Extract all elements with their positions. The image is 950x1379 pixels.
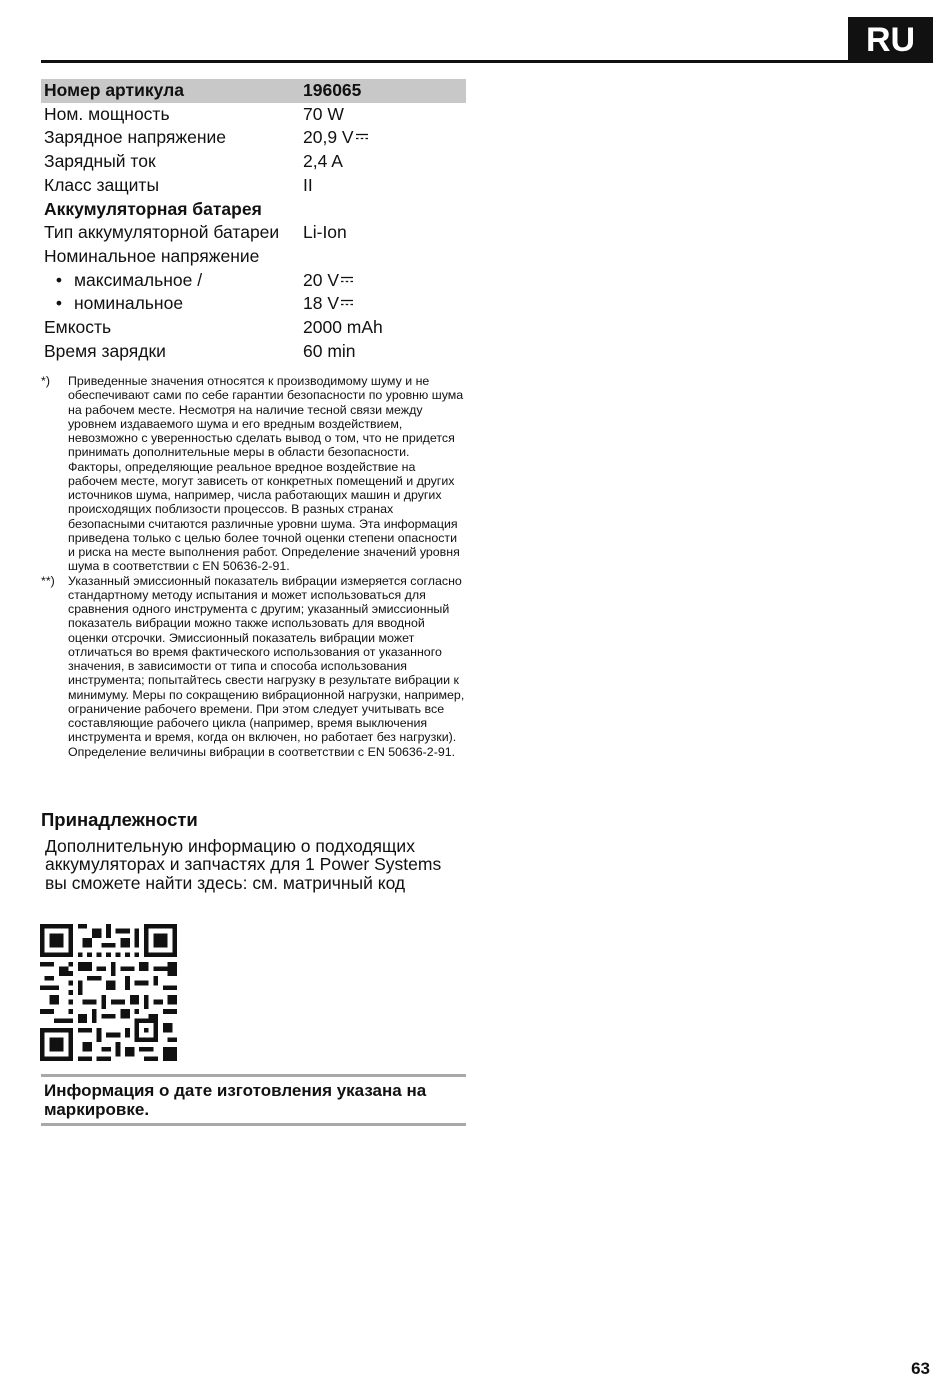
spec-row (41, 245, 466, 269)
battery-section-row (41, 198, 466, 222)
spec-label: Класс защиты (44, 174, 160, 195)
spec-value-cell (300, 269, 466, 293)
spec-row (41, 316, 466, 340)
spec-value: 18 V (303, 293, 339, 314)
spec-value-cell (300, 292, 466, 316)
bullet-icon: • (55, 269, 63, 290)
spec-label: Зарядный ток (44, 151, 156, 172)
spec-row (41, 103, 466, 127)
spec-row (41, 340, 466, 364)
top-rule (41, 60, 888, 63)
spec-value: 20 V (303, 269, 339, 290)
spec-value: II (303, 174, 313, 195)
footnote-text: Указанный эмиссионный показатель вибрации измеряется согласно стандартному методу испытания и может использоваться для сравнения одного инструмента с другим; указанный эмиссионный показатель вибрации можно также использовать для вводной оценки отсрочки. Эмиссионный показатель вибрации может отличаться во время фактического использования от указанного значения, в зависимости от типа и способа использования инструмента; попытайтесь свести нагрузку в результате вибрации к минимуму. Меры по сокращению вибрационной нагрузки, например, ограничение рабочего времени. При этом следует учитывать все составляющие рабочего цикла (например, время выключения инструмента и время, когда он включен, но работает без нагрузки). Определение величины вибрации в соответствии с EN 50636-2-91. (68, 573, 465, 759)
bullet-icon: • (55, 293, 63, 314)
spec-row (41, 292, 466, 316)
footnote-vibration (41, 574, 466, 759)
spec-value: 2000 mAh (303, 317, 383, 338)
spec-value: 2,4 A (303, 151, 343, 172)
spec-label: Зарядное напряжение (44, 127, 227, 148)
accessories-heading: Принадлежности (41, 809, 198, 830)
spec-label: номинальное (74, 293, 184, 314)
dc-symbol-icon (341, 299, 353, 306)
spec-label: Номинальное напряжение (44, 245, 260, 266)
spec-label: Ном. мощность (44, 103, 170, 124)
spec-row (41, 174, 466, 198)
manufacture-info: Информация о дате изготовления указана на маркировке. (41, 1074, 466, 1126)
spec-label-cell (41, 292, 300, 316)
spec-value-cell (300, 126, 466, 150)
footnote-text: Приведенные значения относятся к производимому шуму и не обеспечивают сами по себе гарантии безопасности по уровню шума на рабочем месте. Несмотря на наличие тесной связи между уровнем издаваемого шума и его вредным воздействием, невозможно с уверенностью сделать вывод о том, что не придется принимать дополнительные меры в области безопасности. Факторы, определяющие реальное вредное воздействие на рабочем месте, могут зависеть от конкретных помещений и других источников шума, например, числа работающих машин и других происходящих поблизости процессов. В разных странах безопасными считаются различные уровни шума. Эта информация приведена только с целью более точной оценки степени опасности и риска на месте выполнения работ. Определение значений уровня шума в соответствии с EN 50636-2-91. (68, 374, 464, 574)
spec-value: 60 min (303, 340, 356, 361)
spec-label: Тип аккумуляторной батареи (44, 222, 280, 243)
language-badge: RU (848, 17, 933, 63)
spec-table (41, 79, 466, 363)
spec-row (41, 269, 466, 293)
spec-value: 20,9 V (303, 127, 354, 148)
qr-code-icon[interactable] (40, 924, 177, 1061)
spec-header-row (41, 79, 466, 103)
spec-row (41, 126, 466, 150)
spec-label: Время зарядки (44, 340, 166, 361)
battery-section-title: Аккумуляторная батарея (44, 198, 262, 219)
spec-header-label: Номер артикула (41, 79, 300, 103)
footnote-noise (41, 374, 466, 574)
spec-value: Li-Ion (303, 222, 347, 243)
spec-row (41, 221, 466, 245)
footnotes (41, 374, 466, 759)
spec-header-value: 196065 (300, 79, 466, 103)
accessories-text: Дополнительную информацию о подходящих аккумуляторах и запчастях для 1 Power Systems вы сможете найти здесь: см. матричный код (45, 836, 442, 893)
spec-label: Емкость (44, 317, 112, 338)
spec-row (41, 150, 466, 174)
spec-value: 70 W (303, 103, 344, 124)
spec-label-cell (41, 269, 300, 293)
dc-symbol-icon (341, 276, 353, 283)
spec-label: максимальное / (74, 269, 203, 290)
dc-symbol-icon (356, 133, 368, 140)
footnote-mark: **) (41, 573, 55, 588)
page-number: 63 (911, 1359, 930, 1378)
footnote-mark: *) (41, 374, 50, 388)
